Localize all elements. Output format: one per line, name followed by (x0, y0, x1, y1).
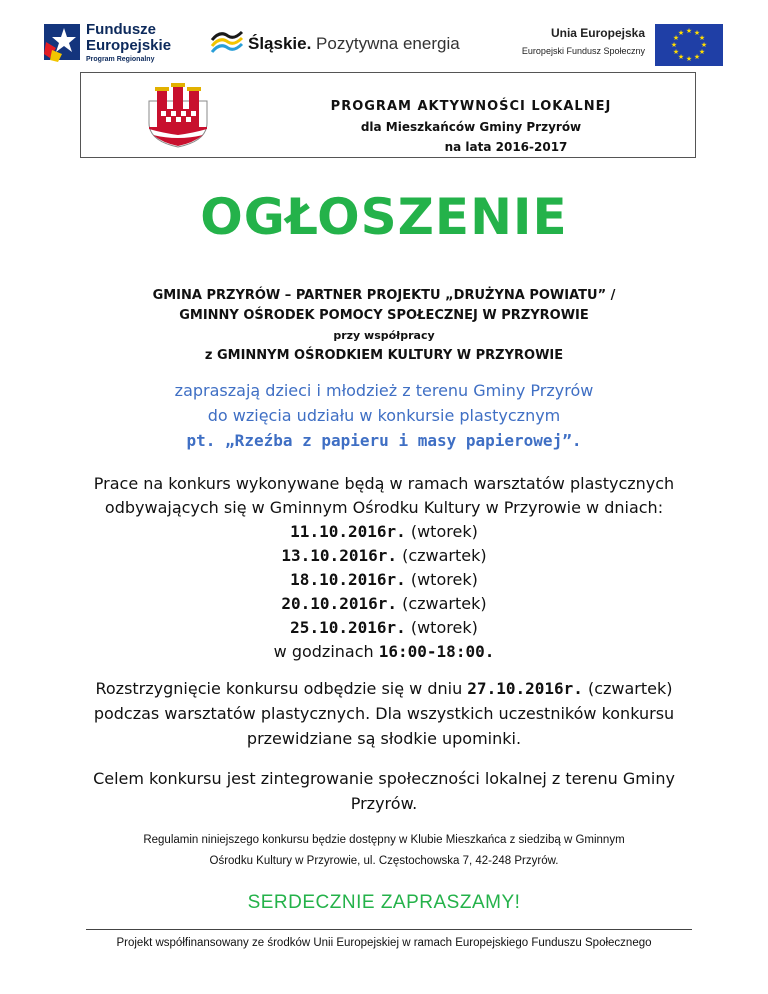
svg-text:★: ★ (677, 53, 685, 61)
rules-block (0, 830, 768, 872)
goal-block (0, 766, 768, 816)
goal-line-2: Przyrów. (350, 794, 418, 813)
workshop-date: 25.10.2016r. (wtorek) (290, 618, 478, 637)
invite-line-2: do wzięcia udziału w konkursie plastycznym (207, 406, 561, 425)
partners-line-1: GMINA PRZYRÓW – PARTNER PROJEKTU „DRUŻYNA POWIATU” / (152, 288, 616, 303)
fe-star-icon (40, 20, 84, 64)
svg-text:★: ★ (670, 41, 678, 49)
svg-text:★: ★ (677, 29, 685, 37)
svg-text:★: ★ (685, 27, 693, 35)
slaskie-text: Śląskie. Pozytywna energia (248, 34, 460, 53)
program-line-3: na lata 2016-2017 (444, 140, 568, 154)
program-title (281, 97, 661, 157)
eu-title: Unia Europejska (550, 26, 645, 40)
fe-title: Fundusze Europejskie (86, 21, 172, 54)
closing-invitation: SERDECZNIE ZAPRASZAMY! (247, 892, 521, 913)
rules-line-2: Ośrodku Kultury w Przyrowie, ul. Częstochowska 7, 42-248 Przyrów. (209, 855, 559, 867)
footer-note: Projekt współfinansowany ze środków Unii Europejskiej w ramach Europejskiego Funduszu Społecznego (116, 937, 652, 949)
workshops-block (0, 472, 768, 664)
fundusze-europejskie-logo (40, 20, 190, 72)
eu-flag-icon (655, 24, 723, 66)
eu-subtitle: Europejski Fundusz Społeczny (521, 46, 645, 56)
program-line-1: PROGRAM AKTYWNOŚCI LOKALNEJ (330, 99, 612, 114)
result-line-1: Rozstrzygnięcie konkursu odbędzie się w dniu 27.10.2016r. (czwartek) (95, 679, 673, 698)
goal-line-1: Celem konkursu jest zintegrowanie społeczności lokalnej z terenu Gminy (93, 769, 675, 788)
rules-line-1: Regulamin niniejszego konkursu będzie dostępny w Klubie Mieszkańca z siedzibą w Gminnym (143, 834, 625, 846)
workshop-date: 11.10.2016r. (wtorek) (290, 522, 478, 541)
partners-line-3: przy współpracy (333, 329, 435, 342)
partners-line-4: z GMINNYM OŚRODKIEM KULTURY W PRZYROWIE (204, 348, 564, 363)
result-line-3: przewidziane są słodkie upominki. (246, 729, 522, 748)
works-line-1: Prace na konkurs wykonywane będą w ramach warsztatów plastycznych (93, 474, 675, 493)
footer-divider (86, 929, 692, 930)
logo-bar (0, 14, 768, 74)
workshop-date: 20.10.2016r. (czwartek) (281, 594, 487, 613)
program-line-2: dla Mieszkańców Gminy Przyrów (360, 120, 582, 134)
contest-title: pt. „Rzeźba z papieru i masy papierowej”. (186, 431, 582, 450)
slaskie-wave-icon (210, 28, 244, 58)
svg-text:★: ★ (698, 34, 706, 42)
eu-logo (498, 22, 723, 68)
workshop-date: 18.10.2016r. (wtorek) (290, 570, 478, 589)
partners-line-2: GMINNY OŚRODEK POMOCY SPOŁECZNEJ W PRZYROWIE (179, 308, 589, 323)
svg-text:★: ★ (693, 29, 701, 37)
workshop-hours: w godzinach 16:00-18:00. (273, 642, 495, 661)
svg-text:★: ★ (698, 48, 706, 56)
przyrow-crest-icon (143, 83, 213, 149)
announcement-headline: OGŁOSZENIE (200, 188, 568, 246)
fe-subtitle: Program Regionalny (86, 56, 155, 63)
svg-text:★: ★ (672, 48, 680, 56)
svg-text:★: ★ (672, 34, 680, 42)
works-line-2: odbywających się w Gminnym Ośrodku Kultury w Przyrowie w dniach: (104, 498, 664, 517)
svg-text:★: ★ (685, 55, 693, 63)
invitation-block (0, 378, 768, 453)
workshop-date: 13.10.2016r. (czwartek) (281, 546, 487, 565)
program-header-box (80, 72, 696, 158)
result-line-2: podczas warsztatów plastycznych. Dla wszystkich uczestników konkursu (93, 704, 675, 723)
svg-text:★: ★ (700, 41, 708, 49)
partners-block (0, 286, 768, 366)
result-block (0, 676, 768, 751)
invite-line-1: zapraszają dzieci i młodzież z terenu Gminy Przyrów (174, 381, 594, 400)
svg-text:★: ★ (693, 53, 701, 61)
